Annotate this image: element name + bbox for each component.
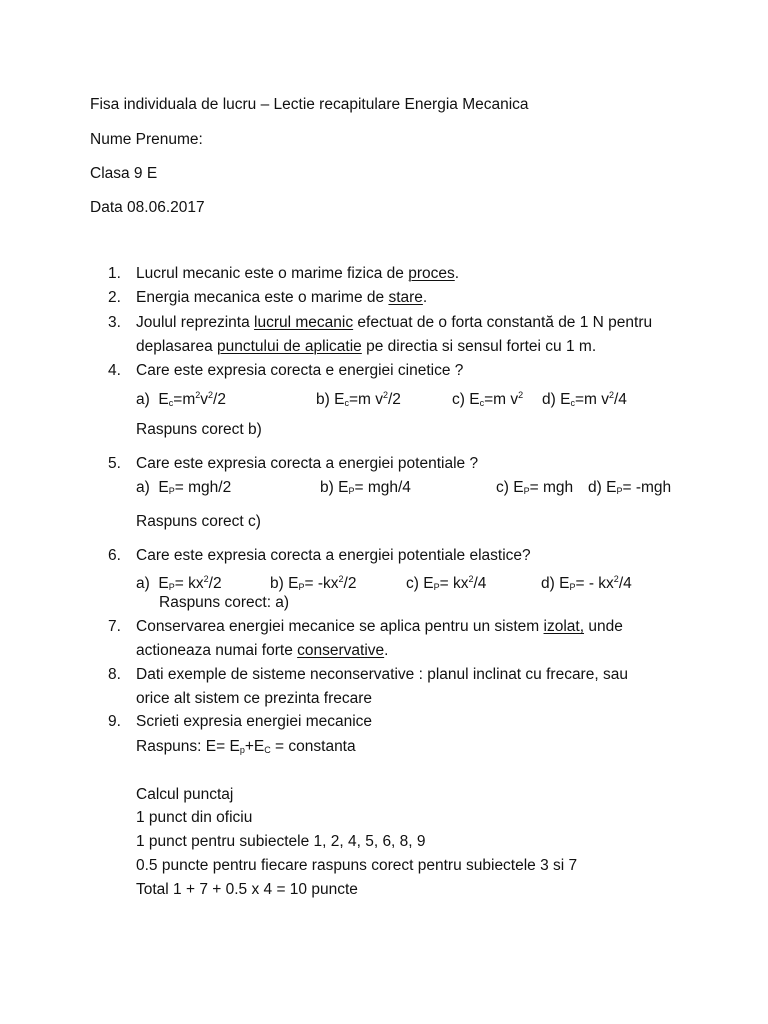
q4-option-a: a) $E_c=m^2v^2/2$ <box>136 390 226 408</box>
q4-option-d: d) $E_c=m$ $v^2/4$ <box>542 390 627 408</box>
q8-line2: orice alt sistem ce prezinta frecare <box>136 690 373 707</box>
q3-underlined-2: punctului de aplicatie <box>217 338 362 355</box>
worksheet-title: Fisa individuala de lucru – Lectie recapitulare Energia Mecanica <box>90 96 529 113</box>
q9-number: 9. <box>108 713 121 730</box>
q3-number: 3. <box>108 314 121 331</box>
q2-number: 2. <box>108 289 121 306</box>
q4-text: Care este expresia corecta e energiei cinetice ? <box>136 362 464 379</box>
q1-underlined: proces <box>408 265 455 282</box>
q5-answer: Raspuns corect c) <box>136 513 261 530</box>
q8-number: 8. <box>108 666 121 683</box>
q5-option-b: b) $E_P= mgh/4$ <box>320 479 411 496</box>
q4-option-b: b) $E_c=m$ $v^2/2$ <box>316 390 401 408</box>
scoring-title: Calcul punctaj <box>136 786 234 803</box>
q1-text: Lucrul mecanic este o marime fizica de proces. <box>136 265 460 282</box>
q4-option-c: c) $E_c=m$ $v^2$ <box>452 390 524 408</box>
q9-answer: Raspuns: $E= E_p+E_C$ = constanta <box>136 738 356 755</box>
q6-option-c: c) $E_P= kx^2/4$ <box>406 574 487 592</box>
q2-underlined: stare <box>388 289 423 306</box>
class-label: Clasa 9 E <box>90 165 158 182</box>
q5-option-d: d) $E_P= -mgh$ <box>588 479 672 496</box>
q3-line1: Joulul reprezinta lucrul mecanic efectuat de o forta constantă de 1 N pentru <box>136 314 653 331</box>
scoring-line-1: 1 punct din oficiu <box>136 809 253 826</box>
scoring-line-3: 0.5 puncte pentru fiecare raspuns corect pentru subiectele 3 si 7 <box>136 857 578 874</box>
q6-answer: Raspuns corect: a) <box>159 594 290 611</box>
q7-number: 7. <box>108 618 121 635</box>
q1-number: 1. <box>108 265 121 282</box>
q8-line1: Dati exemple de sisteme neconservative : planul inclinat cu frecare, sau <box>136 666 628 683</box>
scoring-total: Total 1 + 7 + 0.5 x 4 = 10 puncte <box>136 881 358 898</box>
date-label: Data 08.06.2017 <box>90 199 205 216</box>
q6-option-d: d) $E_P= - kx^2/4$ <box>541 574 632 592</box>
q9-text: Scrieti expresia energiei mecanice <box>136 713 373 730</box>
q7-line1: Conservarea energiei mecanice se aplica pentru un sistem izolat, unde <box>136 618 623 635</box>
q5-option-c: c) $E_P=$ mgh <box>496 479 574 496</box>
q7-underlined-1: izolat, <box>543 618 585 635</box>
q7-underlined-2: conservative <box>297 642 385 659</box>
q4-answer: Raspuns corect b) <box>136 421 262 438</box>
q6-number: 6. <box>108 547 121 564</box>
q3-underlined-1: lucrul mecanic <box>254 314 354 331</box>
q7-line2: actioneaza numai forte conservative. <box>136 642 389 659</box>
q4-number: 4. <box>108 362 121 379</box>
q6-option-a: a) $E_P= kx^2/2$ <box>136 574 222 592</box>
scoring-line-2: 1 punct pentru subiectele 1, 2, 4, 5, 6, 8, 9 <box>136 833 426 850</box>
name-label: Nume Prenume: <box>90 131 203 148</box>
q2-text: Energia mecanica este o marime de stare. <box>136 289 428 306</box>
q6-text: Care este expresia corecta a energiei potentiale elastice? <box>136 547 531 564</box>
q3-line2: deplasarea punctului de aplicatie pe directia si sensul fortei cu 1 m. <box>136 338 597 355</box>
q5-text: Care este expresia corecta a energiei potentiale ? <box>136 455 479 472</box>
q5-option-a: a) $E_P= mgh/2$ <box>136 479 232 496</box>
q5-number: 5. <box>108 455 121 472</box>
q6-option-b: b) $E_P= -kx^2/2$ <box>270 574 357 592</box>
